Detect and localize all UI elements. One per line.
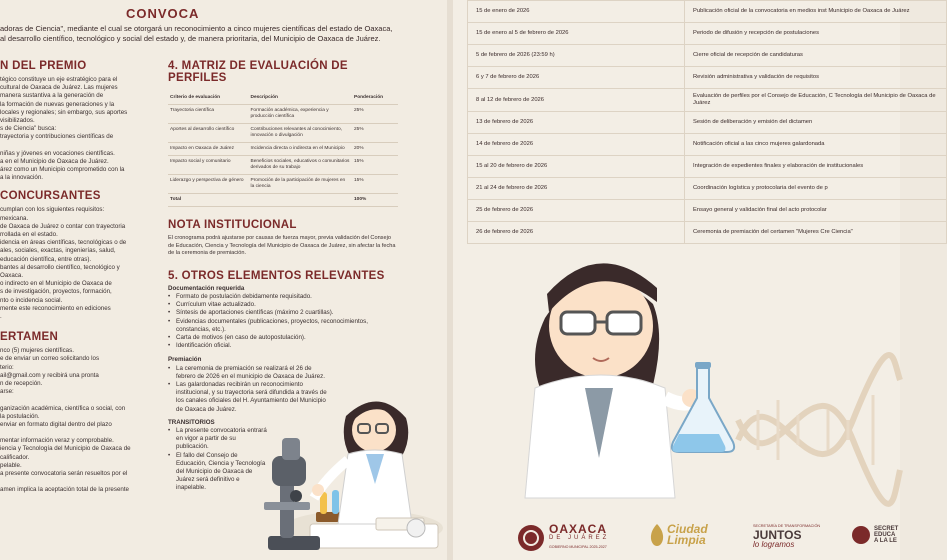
- certamen-line: a presente convocatoria serán resueltos por el: [0, 469, 128, 477]
- matrix-cell: [249, 194, 353, 207]
- section-concursantes-heading: CONCURSANTES: [0, 190, 101, 203]
- matrix-cell: Formación académica, experiencia y producción científica: [249, 105, 353, 124]
- matrix-row: [168, 156, 398, 175]
- secretaria-text-3: A LA LE: [874, 538, 897, 544]
- premio-text: [0, 76, 152, 182]
- oaxaca-logo: [517, 521, 610, 552]
- certamen-line: ganización académica, científica o social, con: [0, 404, 126, 412]
- ciudad-limpia-text-1: Ciudad: [667, 522, 708, 536]
- premiacion-item: • Las galardonadas recibirán un reconocimiento institucional, y su trayectoria será difundida a través de los canales oficiales del H. Ayuntamiento del Municipio de Oaxaca de Juárez.: [168, 381, 328, 414]
- leaf-icon: [649, 524, 665, 546]
- concursantes-line: ales, sociales, exactas, ingenierías, salud,: [0, 247, 116, 255]
- matrix-cell: Aportes al desarrollo científico: [168, 124, 249, 143]
- concursantes-line: rrollada en el estado.: [0, 231, 58, 239]
- certamen-line: mentar información veraz y comprobable.: [0, 437, 114, 445]
- premio-line: s de Ciencia" busca:: [0, 125, 57, 133]
- matrix-row: [168, 175, 398, 194]
- schedule-row: [468, 112, 947, 134]
- premio-line: tégico constituye un eje estratégico para el: [0, 76, 118, 83]
- schedule-activity: Ensayo general y validación final del acto protocolar: [685, 200, 947, 222]
- matrix-cell: 25%: [352, 105, 398, 124]
- schedule-row: [468, 134, 947, 156]
- dna-decoration: [733, 300, 900, 490]
- schedule-activity: Sesión de deliberación y emisión del dictamen: [685, 112, 947, 134]
- documentacion-item: • Evidencias documentales (publicaciones, proyectos, reconocimientos, constancias, etc.).: [168, 318, 398, 334]
- premiacion-item: • La ceremonia de premiación se realizará el 26 de febrero de 2026 en el municipio de Oaxaca de Juárez.: [168, 365, 328, 381]
- certamen-line: amen implica la aceptación total de la presente: [0, 486, 129, 494]
- schedule-row: [468, 156, 947, 178]
- schedule-activity: Coordinación logística y protocolaria del evento de p: [685, 178, 947, 200]
- documentacion-item: • Carta de motivos (en caso de autopostulación).: [168, 334, 398, 342]
- schedule-activity: Evaluación de perfiles por el Consejo de Educación, C Tecnología del Municipio de Oaxaca de Juárez: [685, 89, 947, 112]
- concursantes-line: cumplan con los siguientes requisitos:: [0, 206, 105, 214]
- matrix-header-row: [168, 92, 398, 105]
- matrix-row: [168, 105, 398, 124]
- schedule-date: 5 de febrero de 2026 (23:59 h): [468, 45, 685, 67]
- certamen-line: enviar en formato digital dentro del plazo: [0, 420, 112, 428]
- premio-line: locales y regionales; sin embargo, sus aportes: [0, 108, 128, 116]
- juntos-main-text: JUNTOS: [753, 528, 802, 542]
- concursantes-line: de Oaxaca de Juárez o contar con trayectoria: [0, 222, 126, 230]
- matrix-row: [168, 194, 398, 207]
- intro-line-1: adoras de Ciencia", mediante el cual se otorgará un reconocimiento a cinco mujeres científicas del estado de Oaxaca,: [0, 24, 393, 33]
- schedule-row: [468, 23, 947, 45]
- certamen-line: la postulación.: [0, 412, 40, 420]
- certamen-line: pelable.: [0, 461, 22, 469]
- left-page: [0, 0, 447, 560]
- nota-text: El cronograma podrá ajustarse por causas de fuerza mayor, previa validación del Consejo de Educación, Ciencia y Tecnología del Municipio de Oaxaca de Juárez, sin afectar la fecha de la ceremonia de premiación.: [168, 235, 396, 257]
- schedule-activity: Integración de expedientes finales y elaboración de institucionales: [685, 156, 947, 178]
- schedule-table: [467, 0, 947, 244]
- transitorio-item: • La presente convocatoria entrará en vigor a partir de su publicación.: [168, 427, 268, 452]
- premio-line: cultural de Oaxaca de Juárez. Las mujeres: [0, 84, 118, 92]
- certamen-line: ail@gmail.com y recibirá una pronta: [0, 371, 99, 379]
- section-certamen-heading: ERTAMEN: [0, 331, 59, 344]
- evaluation-matrix-table: [168, 92, 398, 207]
- premio-line: visibilizados.: [0, 117, 35, 125]
- premio-line: a en el Municipio de Oaxaca de Juárez.: [0, 157, 109, 165]
- right-page: [453, 0, 936, 560]
- matrix-cell: Impacto social y comunitario: [168, 156, 249, 175]
- schedule-row: [468, 1, 947, 23]
- matrix-cell: 15%: [352, 156, 398, 175]
- matrix-cell: Incidencia directa o indirecta en el Municipio: [249, 143, 353, 156]
- secretaria-educacion-logo: [851, 524, 898, 546]
- intro-paragraph: [0, 24, 440, 44]
- schedule-activity: Cierre oficial de recepción de candidaturas: [685, 45, 947, 67]
- documentacion-list: [168, 293, 398, 350]
- documentacion-item: • Síntesis de aportaciones científicas (máximo 2 cuartillas).: [168, 309, 398, 317]
- schedule-row: [468, 67, 947, 89]
- concursantes-line: Oaxaca.: [0, 272, 24, 280]
- schedule-date: 25 de febrero de 2026: [468, 200, 685, 222]
- premio-line: árez como un Municipio comprometido con la: [0, 166, 125, 174]
- certamen-line: [0, 429, 152, 437]
- secretaria-text-1: SECRET: [874, 526, 899, 532]
- left-column: [0, 60, 152, 494]
- premio-line: a la innovación.: [0, 174, 43, 182]
- certamen-line: calificador.: [0, 453, 30, 461]
- footer-logos: [453, 510, 900, 560]
- juntos-sub-text: lo logramos: [753, 540, 795, 549]
- convoca-heading: CONVOCA: [126, 6, 200, 21]
- certamen-line: [0, 397, 152, 405]
- section-nota-heading: NOTA INSTITUCIONAL: [168, 219, 297, 231]
- premio-line: niñas y jóvenes en vocaciones científicas.: [0, 149, 115, 157]
- matrix-cell: 25%: [352, 124, 398, 143]
- certamen-text: [0, 347, 152, 494]
- schedule-activity: Periodo de difusión y recepción de postulaciones: [685, 23, 947, 45]
- matrix-cell: Promoción de la participación de mujeres en la ciencia: [249, 175, 353, 194]
- schedule-row: [468, 89, 947, 112]
- certamen-line: arse:: [0, 388, 14, 396]
- certamen-line: e de enviar un correo solicitando los: [0, 355, 100, 363]
- matrix-header-criterio: Criterio de evaluación: [168, 92, 249, 105]
- certamen-line: n de recepción.: [0, 380, 43, 388]
- certamen-line: iencia y Tecnología del Municipio de Oaxaca de: [0, 445, 131, 453]
- schedule-row: [468, 222, 947, 244]
- matrix-row: [168, 124, 398, 143]
- schedule-date: 6 y 7 de febrero de 2026: [468, 67, 685, 89]
- secretaria-seal-icon: [851, 524, 871, 546]
- certamen-line: nco (5) mujeres científicas.: [0, 347, 74, 355]
- transitorio-item: • El fallo del Consejo de Educación, Ciencia y Tecnología del Municipio de Oaxaca de Juárez será definitivo e inapelable.: [168, 452, 268, 493]
- schedule-row: [468, 45, 947, 67]
- documentacion-item: • Currículum vitae actualizado.: [168, 301, 398, 309]
- transitorios-list: [168, 427, 268, 493]
- documentacion-title: Documentación requerida: [168, 284, 245, 292]
- concursantes-line: nto o incidencia social.: [0, 296, 63, 304]
- schedule-date: 13 de febrero de 2026: [468, 112, 685, 134]
- scientist-flask-illustration: [523, 248, 733, 498]
- schedule-activity: Revisión administrativa y validación de requisitos: [685, 67, 947, 89]
- juntos-logo: [753, 522, 820, 549]
- schedule-date: 21 al 24 de febrero de 2026: [468, 178, 685, 200]
- schedule-date: 15 al 20 de febrero de 2026: [468, 156, 685, 178]
- transitorios-title: TRANSITORIOS: [168, 418, 215, 426]
- premio-line: la formación de nuevas generaciones y la: [0, 100, 115, 108]
- section-premio-heading: N DEL PREMIO: [0, 60, 87, 72]
- schedule-activity: Ceremonia de premiación del certamen "Mujeres Cre Ciencia": [685, 222, 947, 244]
- premio-line: manera sustantiva a la generación de: [0, 92, 104, 100]
- schedule-row: [468, 200, 947, 222]
- oaxaca-logo-sub: DE JUÁREZ: [549, 534, 610, 541]
- matrix-cell: Trayectoria científica: [168, 105, 249, 124]
- matrix-cell: 100%: [352, 194, 398, 207]
- schedule-date: 14 de febrero de 2026: [468, 134, 685, 156]
- documentacion-item: • Identificación oficial.: [168, 342, 398, 350]
- matrix-cell: Contribuciones relevantes al conocimiento, innovación o divulgación: [249, 124, 353, 143]
- section-otros-heading: 5. OTROS ELEMENTOS RELEVANTES: [168, 269, 385, 282]
- secretaria-text-2: EDUCA: [874, 532, 896, 538]
- schedule-date: 15 de enero al 5 de febrero de 2026: [468, 23, 685, 45]
- oaxaca-seal-icon: [517, 524, 545, 552]
- premiacion-title: Premiación: [168, 356, 202, 364]
- premio-line: trayectoria y contribuciones científicas de: [0, 133, 114, 141]
- concursantes-line: o indirecto en el Municipio de Oaxaca de: [0, 280, 112, 288]
- schedule-date: 15 de enero de 2026: [468, 1, 685, 23]
- matrix-cell: Beneficios sociales, educativos o comunitarios derivados de su trabajo: [249, 156, 353, 175]
- schedule-date: 26 de febrero de 2026: [468, 222, 685, 244]
- schedule-row: [468, 178, 947, 200]
- concursantes-line: bantes al desarrollo científico, tecnológico y: [0, 263, 120, 271]
- ciudad-limpia-logo: [649, 524, 708, 546]
- certamen-line: terio:: [0, 363, 14, 371]
- schedule-activity: Notificación oficial a las cinco mujeres galardonada: [685, 134, 947, 156]
- intro-line-2: al desarrollo científico, tecnológico y social del estado y, de manera prioritaria, del Municipio de Oaxaca de Juárez.: [0, 34, 381, 43]
- oaxaca-logo-text: OAXACA: [549, 521, 608, 536]
- section-matriz-heading: 4. MATRIZ DE EVALUACIÓN DE PERFILES: [168, 60, 348, 84]
- matrix-header-ponderacion: Ponderación: [352, 92, 398, 105]
- matrix-cell: 15%: [352, 175, 398, 194]
- concursantes-line: idencia en áreas científicas, tecnológicas o de: [0, 239, 127, 247]
- concursantes-line: mente este reconocimiento en ediciones: [0, 304, 111, 312]
- ciudad-limpia-text-2: Limpia: [667, 533, 706, 547]
- oaxaca-logo-tag: GOBIERNO MUNICIPAL 2025-2027: [549, 544, 607, 549]
- matrix-cell: Liderazgo y perspectiva de género: [168, 175, 249, 194]
- schedule-date: 8 al 12 de febrero de 2026: [468, 89, 685, 112]
- scientist-microscope-illustration: [258, 378, 448, 560]
- concursantes-line: s de investigación, proyectos, formación,: [0, 288, 112, 296]
- concursantes-line: mexicana.: [0, 214, 29, 222]
- concursantes-text: [0, 206, 152, 321]
- concursantes-line: educación científica, entre otras).: [0, 255, 92, 263]
- premio-line: [0, 142, 152, 150]
- matrix-cell: Total: [168, 194, 249, 207]
- concursantes-line: .: [0, 313, 2, 321]
- documentacion-item: • Formato de postulación debidamente requisitado.: [168, 293, 398, 301]
- matrix-row: [168, 143, 398, 156]
- matrix-header-descripcion: Descripción: [249, 92, 353, 105]
- matrix-cell: Impacto en Oaxaca de Juárez: [168, 143, 249, 156]
- certamen-line: [0, 478, 152, 486]
- schedule-activity: Publicación oficial de la convocatoria en medios inst Municipio de Oaxaca de Juárez: [685, 1, 947, 23]
- matrix-cell: 20%: [352, 143, 398, 156]
- juntos-top-text: SECRETARÍA DE TRANSFORMACIÓN: [753, 524, 821, 528]
